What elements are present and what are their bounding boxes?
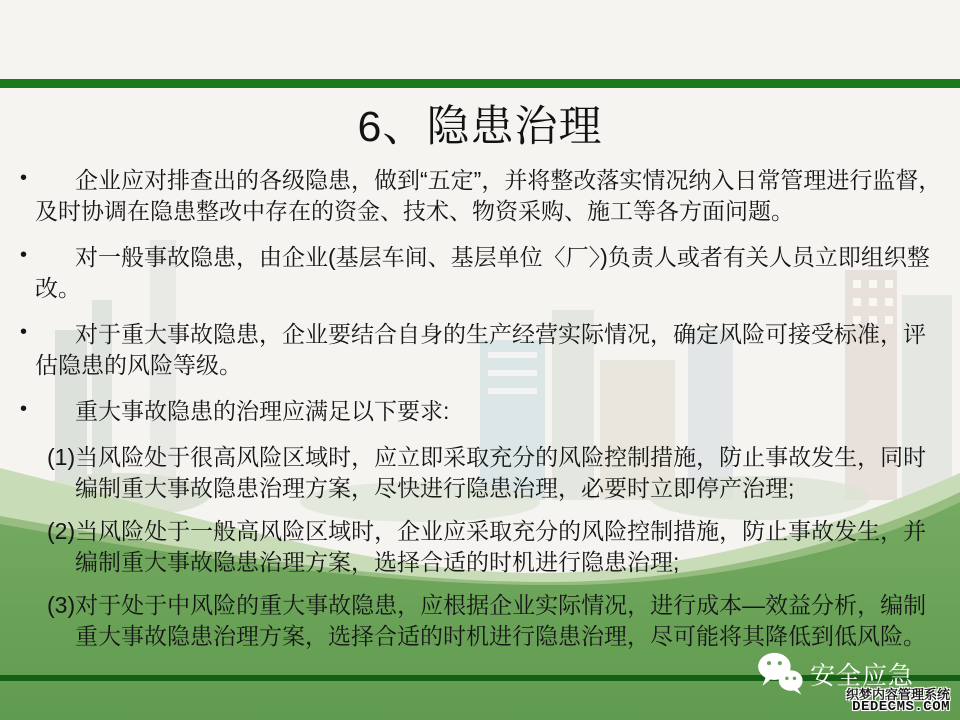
sub-item-label: (2) bbox=[47, 518, 76, 544]
sub-item-label: (1) bbox=[47, 444, 76, 470]
watermark-cms-text: 织梦内容管理系统 bbox=[845, 687, 950, 702]
bullet-item-4 bbox=[20, 396, 944, 427]
sub-item-1 bbox=[20, 442, 944, 504]
bullet-marker: • bbox=[20, 398, 28, 420]
bullet-text: 企业应对排查出的各级隐患，做到“五定”，并将整改落实情况纳入日常管理进行监督，及时协调在隐患整改中存在的资金、技术、物资采购、施工等各方面问题。 bbox=[35, 167, 942, 224]
bullet-item-2 bbox=[20, 242, 944, 304]
bullet-text: 重大事故隐患的治理应满足以下要求: bbox=[75, 398, 450, 424]
slide-body bbox=[20, 165, 944, 664]
slide-title: 6、隐患治理 bbox=[357, 103, 603, 151]
sub-item-text: 对于处于中风险的重大事故隐患，应根据企业实际情况，进行成本—效益分析，编制重大事故隐患治理方案，选择合适的时机进行隐患治理，尽可能将其降低到低风险。 bbox=[75, 592, 927, 649]
wechat-icon bbox=[756, 650, 808, 698]
sub-item-2 bbox=[20, 516, 944, 578]
sub-item-text: 当风险处于很高风险区域时，应立即采取充分的风险控制措施，防止事故发生，同时编制重大事故隐患治理方案，尽快进行隐患治理，必要时立即停产治理; bbox=[75, 444, 927, 501]
bullet-item-1 bbox=[20, 165, 944, 227]
bullet-text: 对于重大事故隐患，企业要结合自身的生产经营实际情况，确定风险可接受标准，评估隐患的风险等级。 bbox=[35, 321, 926, 378]
bullet-marker: • bbox=[20, 244, 28, 266]
bullet-text: 对一般事故隐患，由企业(基层车间、基层单位〈厂〉)负责人或者有关人员立即组织整改。 bbox=[35, 244, 930, 301]
bullet-marker: • bbox=[20, 167, 28, 189]
watermark-account-name: 安全应急 bbox=[810, 662, 915, 690]
watermark bbox=[756, 646, 956, 718]
sub-item-3 bbox=[20, 590, 944, 652]
sub-item-label: (3) bbox=[47, 592, 76, 618]
top-divider-bar bbox=[0, 79, 960, 88]
bullet-marker: • bbox=[20, 321, 28, 343]
bullet-item-3 bbox=[20, 319, 944, 381]
watermark-cms-domain: DEDECMS.COM bbox=[852, 699, 950, 715]
sub-item-text: 当风险处于一般高风险区域时，企业应采取充分的风险控制措施，防止事故发生，并编制重大事故隐患治理方案，选择合适的时机进行隐患治理; bbox=[75, 518, 927, 575]
